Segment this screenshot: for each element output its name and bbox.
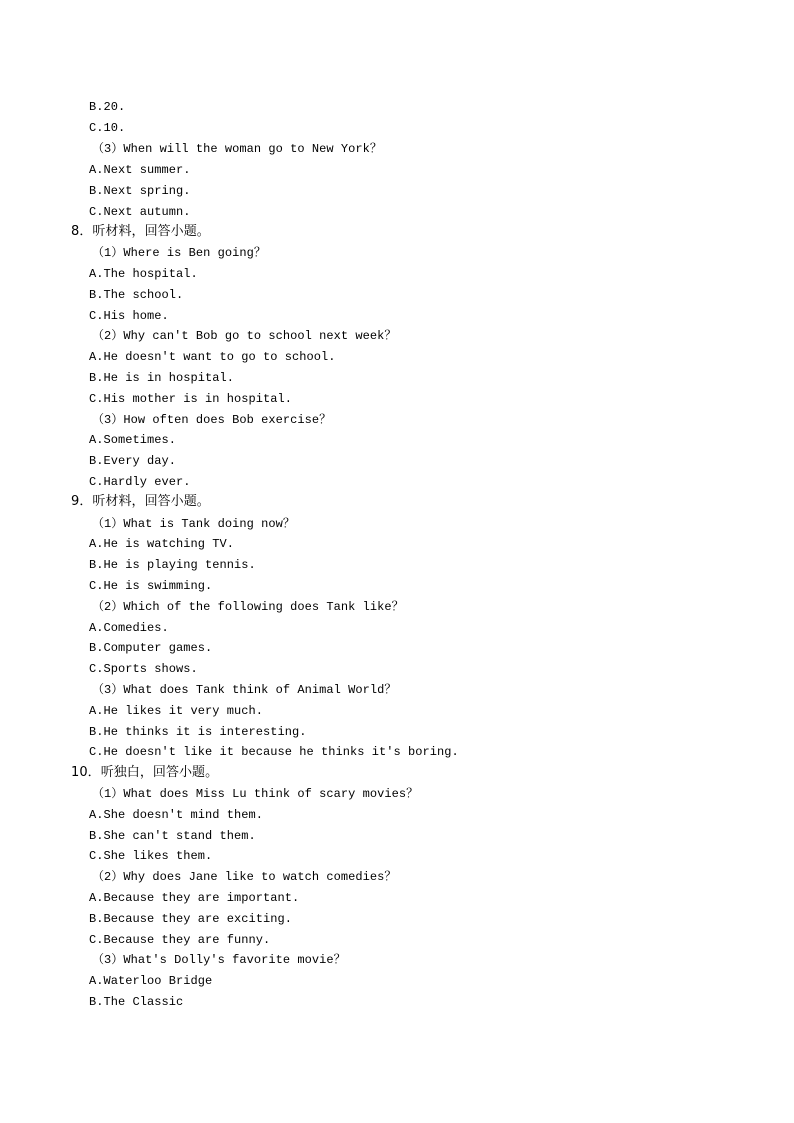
q8-sub1-question: （1）Where is Ben going？ [92, 246, 266, 260]
q10-sub3-question: （3）What's Dolly's favorite movie？ [92, 953, 346, 967]
q10-sub2-option-a: A.Because they are important. [89, 891, 300, 905]
q7-sub3-option-b: B.Next spring. [89, 184, 191, 198]
q10-sub1-option-c: C.She likes them. [89, 849, 213, 863]
q8-sub1-option-a: A.The hospital. [89, 267, 198, 281]
q9-sub1-option-c: C.He is swimming. [89, 579, 213, 593]
q10-sub2-question: （2）Why does Jane like to watch comedies？ [92, 870, 397, 884]
q9-sub1-option-b: B.He is playing tennis. [89, 558, 256, 572]
q10-sub1-option-a: A.She doesn't mind them. [89, 808, 264, 822]
q10-sub2-option-c: C.Because they are funny. [89, 933, 271, 947]
q8-sub2-option-a: A.He doesn't want to go to school. [89, 350, 336, 364]
q8-sub1-option-c: C.His home. [89, 309, 169, 323]
q9-sub1-option-a: A.He is watching TV. [89, 537, 235, 551]
q9-sub3-question: （3）What does Tank think of Animal World？ [92, 683, 397, 697]
q7-sub3-question: （3）When will the woman go to New York？ [92, 142, 382, 156]
q9-sub2-option-c: C.Sports shows. [89, 662, 198, 676]
q9-sub2-option-a: A.Comedies. [89, 621, 169, 635]
q9-sub1-question: （1）What is Tank doing now？ [92, 517, 295, 531]
q9-sub3-option-b: B.He thinks it is interesting. [89, 725, 307, 739]
q10-sub1-question: （1）What does Miss Lu think of scary movies？ [92, 787, 419, 801]
q7-sub3-option-c: C.Next autumn. [89, 205, 191, 219]
q7-sub2-option-b: B.20. [89, 100, 126, 114]
q10-sub2-option-b: B.Because they are exciting. [89, 912, 293, 926]
q8-sub2-question: （2）Why can't Bob go to school next week？ [92, 329, 397, 343]
q9-sub3-option-a: A.He likes it very much. [89, 704, 264, 718]
q8-sub3-option-b: B.Every day. [89, 454, 177, 468]
q10-sub3-option-b: B.The Classic [89, 995, 184, 1009]
q8-sub2-option-c: C.His mother is in hospital. [89, 392, 293, 406]
q10-sub1-option-b: B.She can't stand them. [89, 829, 256, 843]
q8-sub2-option-b: B.He is in hospital. [89, 371, 235, 385]
q9-header: 9．听材料，回答小题。 [71, 494, 210, 509]
q10-header: 10．听独白，回答小题。 [71, 765, 219, 780]
q8-header: 8．听材料，回答小题。 [71, 224, 210, 239]
q8-sub1-option-b: B.The school. [89, 288, 184, 302]
q9-sub2-question: （2）Which of the following does Tank like？ [92, 600, 404, 614]
q9-sub2-option-b: B.Computer games. [89, 641, 213, 655]
q8-sub3-option-a: A.Sometimes. [89, 433, 177, 447]
q8-sub3-option-c: C.Hardly ever. [89, 475, 191, 489]
q7-sub2-option-c: C.10. [89, 121, 126, 135]
q7-sub3-option-a: A.Next summer. [89, 163, 191, 177]
q10-sub3-option-a: A.Waterloo Bridge [89, 974, 213, 988]
q9-sub3-option-c: C.He doesn't like it because he thinks it's boring. [89, 745, 459, 759]
q8-sub3-question: （3）How often does Bob exercise？ [92, 413, 332, 427]
